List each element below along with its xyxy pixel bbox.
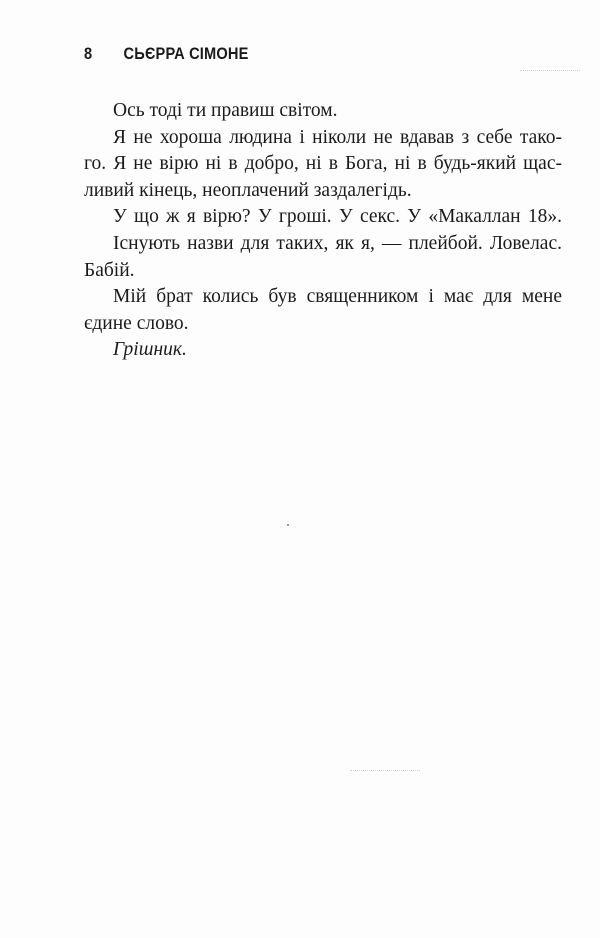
scan-smudge [520, 70, 580, 71]
text-line-7: Бабій. [84, 259, 135, 281]
text-line-9: єдине слово. [84, 312, 189, 334]
body-text [84, 98, 562, 364]
text-line-5: У що ж я вірю? У гроші. У секс. У «Макаллан 18». [113, 206, 562, 228]
scan-smudge [350, 770, 420, 771]
text-line-4: ливий кінець, неоплачений заздалегідь. [84, 179, 412, 201]
text-line-6: Існують назви для таких, як я, — плейбой. Ловелас. [113, 232, 562, 254]
text-line-3: го. Я не вірю ні в добро, ні в Бога, ні в будь-який щас- [84, 153, 562, 175]
text-line-10: Грішник. [113, 339, 187, 361]
text-line-2: Я не хороша людина і ніколи не вдавав з себе тако- [113, 126, 562, 148]
page-number: 8 [84, 44, 93, 63]
running-header [84, 44, 249, 64]
running-title: СЬЄРРА СІМОНЕ [123, 44, 249, 63]
ink-speck [287, 524, 289, 526]
text-line-1: Ось тоді ти правиш світом. [113, 100, 338, 121]
text-line-8: Мій брат колись був священником і має для мене [113, 286, 562, 308]
